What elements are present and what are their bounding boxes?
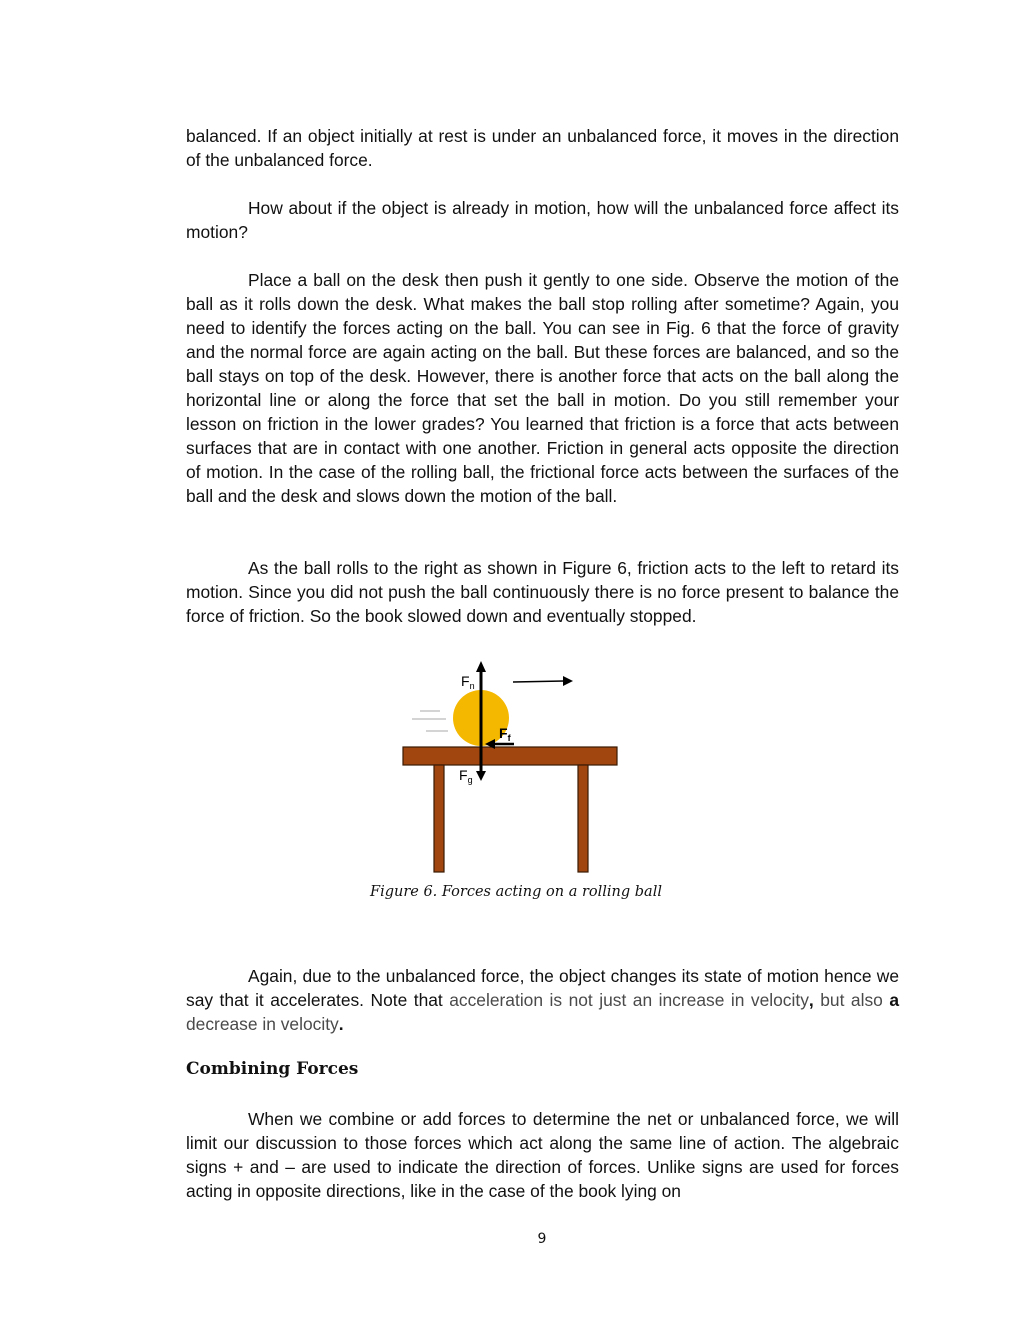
p5-part4: but also (813, 990, 890, 1010)
paragraph-4-text: As the ball rolls to the right as shown in Figure 6, friction acts to the left to retard its motion. Since you did not push the ball continuously there is no force present to balance the force of friction. So the book slowed down and eventually stopped. (186, 558, 899, 626)
p5-part1: Again, due to the unbalanced force, the object changes its state of motion hence we say that it accelerates. Note that (186, 966, 899, 1010)
paragraph-1 (186, 124, 899, 172)
label-ff-sub: f (507, 733, 511, 743)
label-fg-sub: g (467, 775, 473, 785)
paragraph-1-text: balanced. If an object initially at rest is under an unbalanced force, it moves in the direction of the unbalanced force. (186, 126, 899, 170)
label-ff-main: F (499, 725, 508, 741)
rolling-ball-figure (400, 655, 625, 880)
paragraph-6 (186, 1107, 899, 1203)
label-fg-main: F (459, 767, 468, 783)
paragraph-6-text: When we combine or add forces to determine the net or unbalanced force, we will limit our discussion to those forces which act along the same line of action. The algebraic signs + and – are used to indicate the direction of forces. Unlike signs are used for forces acting in opposite directions, like in the case of the book lying on (186, 1109, 899, 1201)
paragraph-3-text: Place a ball on the desk then push it gently to one side. Observe the motion of the ball as it rolls down the desk. What makes the ball stop rolling after sometime? Again, you need to identify the forces acting on the ball. You can see in Fig. 6 that the force of gravity and the normal force are again acting on the ball. But these forces are balanced, and so the ball stays on top of the desk. However, there is another force that acts on the ball along the horizontal line or along the force that set the ball in motion. Do you still remember your lesson on friction in the lower grades? You learned that friction is a force that acts between surfaces that are in contact with one another. Friction in general acts opposite the direction of motion. In the case of the rolling ball, the frictional force acts between the surfaces of the ball and the desk and slows down the motion of the ball. (186, 270, 899, 506)
desk-leg-left (434, 765, 444, 872)
label-fn-sub: n (469, 681, 475, 691)
gravity-arrowhead (476, 771, 486, 781)
desk-top (403, 747, 617, 765)
paragraph-3 (186, 268, 899, 508)
label-friction (499, 725, 512, 743)
figure-caption: Figure 6. Forces acting on a rolling ball (370, 884, 662, 900)
paragraph-2 (186, 196, 899, 244)
page-number: 9 (537, 1231, 547, 1247)
motion-direction-arrowhead (563, 676, 573, 686)
p5-part7: . (338, 1014, 344, 1034)
p5-part2: acceleration is not just an increase in velocity (449, 990, 809, 1010)
motion-direction-arrow (513, 681, 564, 682)
label-gravity (459, 767, 473, 785)
paragraph-4 (186, 556, 899, 628)
section-heading: Combining Forces (186, 1059, 359, 1079)
paragraph-5 (186, 964, 899, 1036)
desk-leg-right (578, 765, 588, 872)
paragraph-2-text: How about if the object is already in motion, how will the unbalanced force affect its motion? (186, 198, 899, 242)
paragraph-5-text (186, 964, 899, 1036)
normal-force-arrowhead (476, 661, 486, 672)
p5-part6: decrease in velocity (186, 1014, 339, 1034)
p5-part3: , (808, 990, 814, 1010)
label-fn-main: F (461, 673, 470, 689)
label-normal-force (461, 673, 475, 691)
p5-part5: a (889, 990, 899, 1010)
